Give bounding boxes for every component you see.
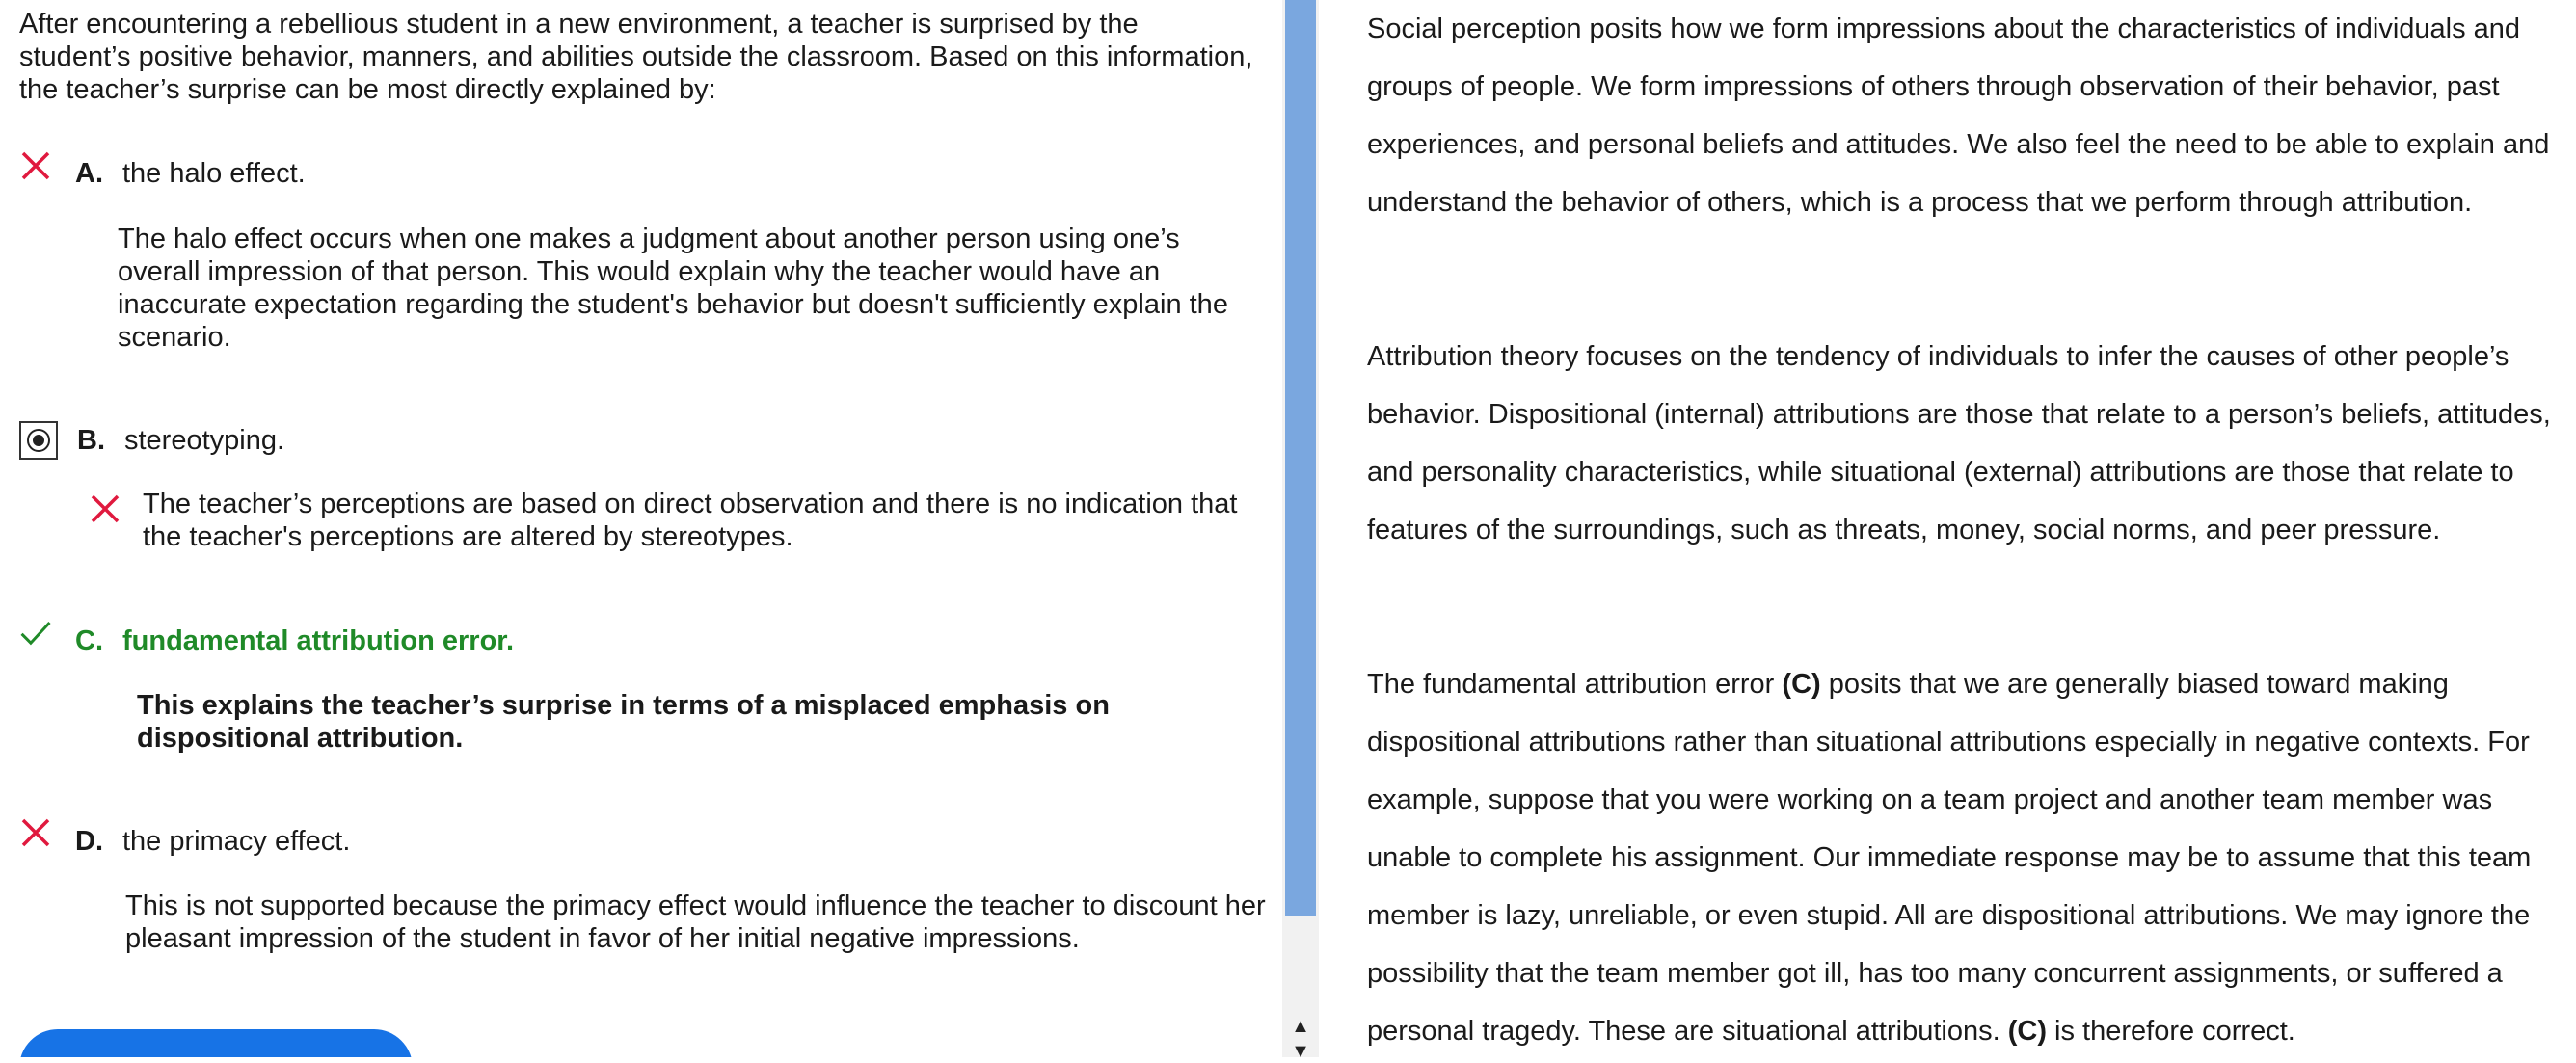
scroll-up-arrow-icon[interactable]: ▲ [1291,1015,1310,1037]
x-icon [19,816,52,849]
text-span: is therefore correct. [2046,1016,2295,1047]
option-letter: B. [77,425,105,456]
question-text: After encountering a rebellious student in a new environment, a teacher is surprised by the student’s positive behavior, manners, and abilities outside the classroom. Based on this information, the teacher’s surprise can be most directly explained by: [19,9,1253,105]
x-icon [89,492,121,525]
x-icon [19,149,52,182]
option-d[interactable] [75,825,350,858]
text-span: The fundamental attribution error [1367,669,1783,700]
primary-action-button[interactable] [19,1029,413,1057]
option-text: fundamental attribution error. [122,625,515,656]
radio-selected-icon[interactable] [19,421,58,460]
option-a[interactable] [75,157,306,190]
option-a-explanation: The halo effect occurs when one makes a judgment about another person using one’s overall impression of that person. This would explain why the teacher would have an inaccurate expectation regarding the student's behavior but doesn't sufficiently explain the scenario. [118,224,1228,353]
explanation-paragraph: Attribution theory focuses on the tendency of individuals to infer the causes of other people’s behavior. Dispositional (internal) attributions are those that relate to a person’s beliefs, attitudes, and personality characteristics, while situational (external) attributions are those that relate to features of the surroundings, such as threats, money, social norms, and peer pressure. [1367,341,2551,545]
answer-reference: (C) [2007,1016,2047,1047]
scrollbar-thumb[interactable] [1285,0,1316,916]
option-letter: A. [75,158,103,189]
option-letter: D. [75,826,103,857]
check-icon [19,617,52,650]
explanation-paragraph [1367,655,2563,1057]
option-b-explanation: The teacher’s perceptions are based on direct observation and there is no indication that the teacher's perceptions are altered by stereotypes. [143,489,1238,552]
explanation-panel [1367,0,2563,1057]
option-text: the halo effect. [122,158,306,189]
option-text: stereotyping. [124,425,285,456]
explanation-paragraph: Social perception posits how we form impressions about the characteristics of individuals and groups of people. We form impressions of others through observation of their behavior, past experiences, and personal beliefs and attitudes. We also feel the need to be able to explain and understand the behavior of others, which is a process that we perform through attribution. [1367,13,2550,218]
scroll-down-arrow-icon[interactable]: ▼ [1291,1040,1310,1062]
option-b[interactable] [77,424,284,457]
option-letter: C. [75,625,103,656]
option-d-explanation: This is not supported because the primacy effect would influence the teacher to discount her pleasant impression of the student in favor of her initial negative impressions. [125,890,1266,954]
option-text: the primacy effect. [122,826,351,857]
text-span: posits that we are generally biased toward making dispositional attributions rather than situational attributions especially in negative contexts. For example, suppose that you were working on a team project and another team member was unable to complete his assignment. Our immediate response may be to assume that this team member is lazy, unreliable, or even stupid. All are dispositional attributions. We may ignore the possibility that the team member got ill, has too many concurrent assignments, or suffered a personal tragedy. These are situational attributions. [1367,669,2532,1047]
option-c[interactable] [75,625,514,657]
answer-reference: (C) [1782,669,1821,700]
option-c-explanation: This explains the teacher’s surprise in terms of a misplaced emphasis on dispositional attribution. [137,690,1110,754]
question-panel [0,0,1282,1057]
